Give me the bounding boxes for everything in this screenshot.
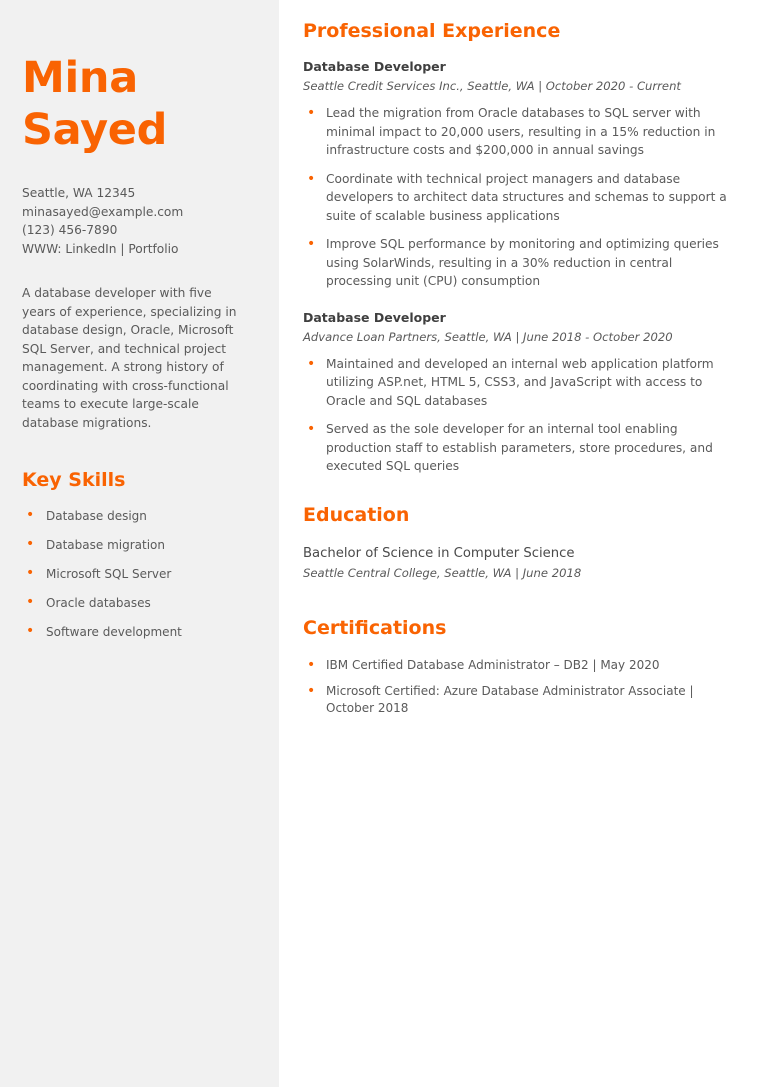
- key-skills-heading: Key Skills: [22, 469, 126, 491]
- education-entry: [303, 544, 734, 581]
- candidate-last-name: Sayed: [22, 105, 168, 155]
- contact-info: [22, 184, 249, 258]
- list-item: • Database design: [22, 508, 249, 525]
- section-education: [303, 502, 734, 581]
- list-item: • Database migration: [22, 537, 249, 554]
- contact-phone: (123) 456-7890: [22, 223, 118, 237]
- candidate-name: [22, 52, 249, 156]
- list-item: • Software development: [22, 624, 249, 641]
- education-heading: Education: [303, 503, 410, 526]
- list-item: • Coordinate with technical project managers and database developers to architect data structures and schemas to support a suite of scalable business applications: [303, 170, 734, 226]
- experience-entry: [303, 58, 734, 291]
- list-item: • Microsoft SQL Server: [22, 566, 249, 583]
- contact-links[interactable]: WWW: LinkedIn | Portfolio: [22, 241, 179, 256]
- candidate-first-name: Mina: [22, 53, 138, 103]
- contact-email[interactable]: minasayed@example.com: [22, 204, 184, 219]
- job-title: Database Developer: [303, 309, 446, 325]
- section-professional-experience: [303, 18, 734, 476]
- main-content: [279, 0, 768, 1087]
- job-company-dates: Advance Loan Partners, Seattle, WA | June 2018 - October 2020: [303, 329, 673, 344]
- certifications-list: [303, 657, 734, 717]
- list-item: • Oracle databases: [22, 595, 249, 612]
- list-item: • Improve SQL performance by monitoring and optimizing queries using SolarWinds, resulting in a 30% reduction in central processing unit (CPU) consumption: [303, 235, 734, 291]
- professional-experience-heading: Professional Experience: [303, 20, 561, 42]
- experience-entry: [303, 309, 734, 476]
- sidebar: [0, 0, 279, 1087]
- education-school-dates: Seattle Central College, Seattle, WA | June 2018: [303, 565, 582, 580]
- key-skills-list: [22, 508, 249, 641]
- section-certifications: [303, 615, 734, 717]
- professional-summary: A database developer with five years of experience, specializing in database design, Oracle, Microsoft SQL Server, and technical project management. A strong history of coordinating with cross-functional teams to execute large-scale database migrations.: [22, 286, 237, 430]
- job-title: Database Developer: [303, 59, 446, 74]
- contact-location: Seattle, WA 12345: [22, 186, 136, 200]
- list-item: • Maintained and developed an internal web application platform utilizing ASP.net, HTML 5, CSS3, and JavaScript with access to Oracle and SQL databases: [303, 355, 734, 411]
- job-bullet-list: [303, 355, 734, 476]
- job-bullet-list: [303, 104, 734, 291]
- certifications-heading: Certifications: [303, 616, 447, 639]
- job-company-dates: Seattle Credit Services Inc., Seattle, WA | October 2020 - Current: [303, 79, 681, 93]
- list-item: • Lead the migration from Oracle databases to SQL server with minimal impact to 20,000 users, resulting in a 15% reduction in infrastructure costs and $200,000 in annual savings: [303, 104, 734, 160]
- list-item: • Served as the sole developer for an internal tool enabling production staff to establish parameters, store procedures, and executed SQL queries: [303, 420, 734, 476]
- education-degree: Bachelor of Science in Computer Science: [303, 545, 575, 561]
- list-item: • Microsoft Certified: Azure Database Administrator Associate | October 2018: [303, 683, 734, 717]
- list-item: • IBM Certified Database Administrator – DB2 | May 2020: [303, 657, 734, 674]
